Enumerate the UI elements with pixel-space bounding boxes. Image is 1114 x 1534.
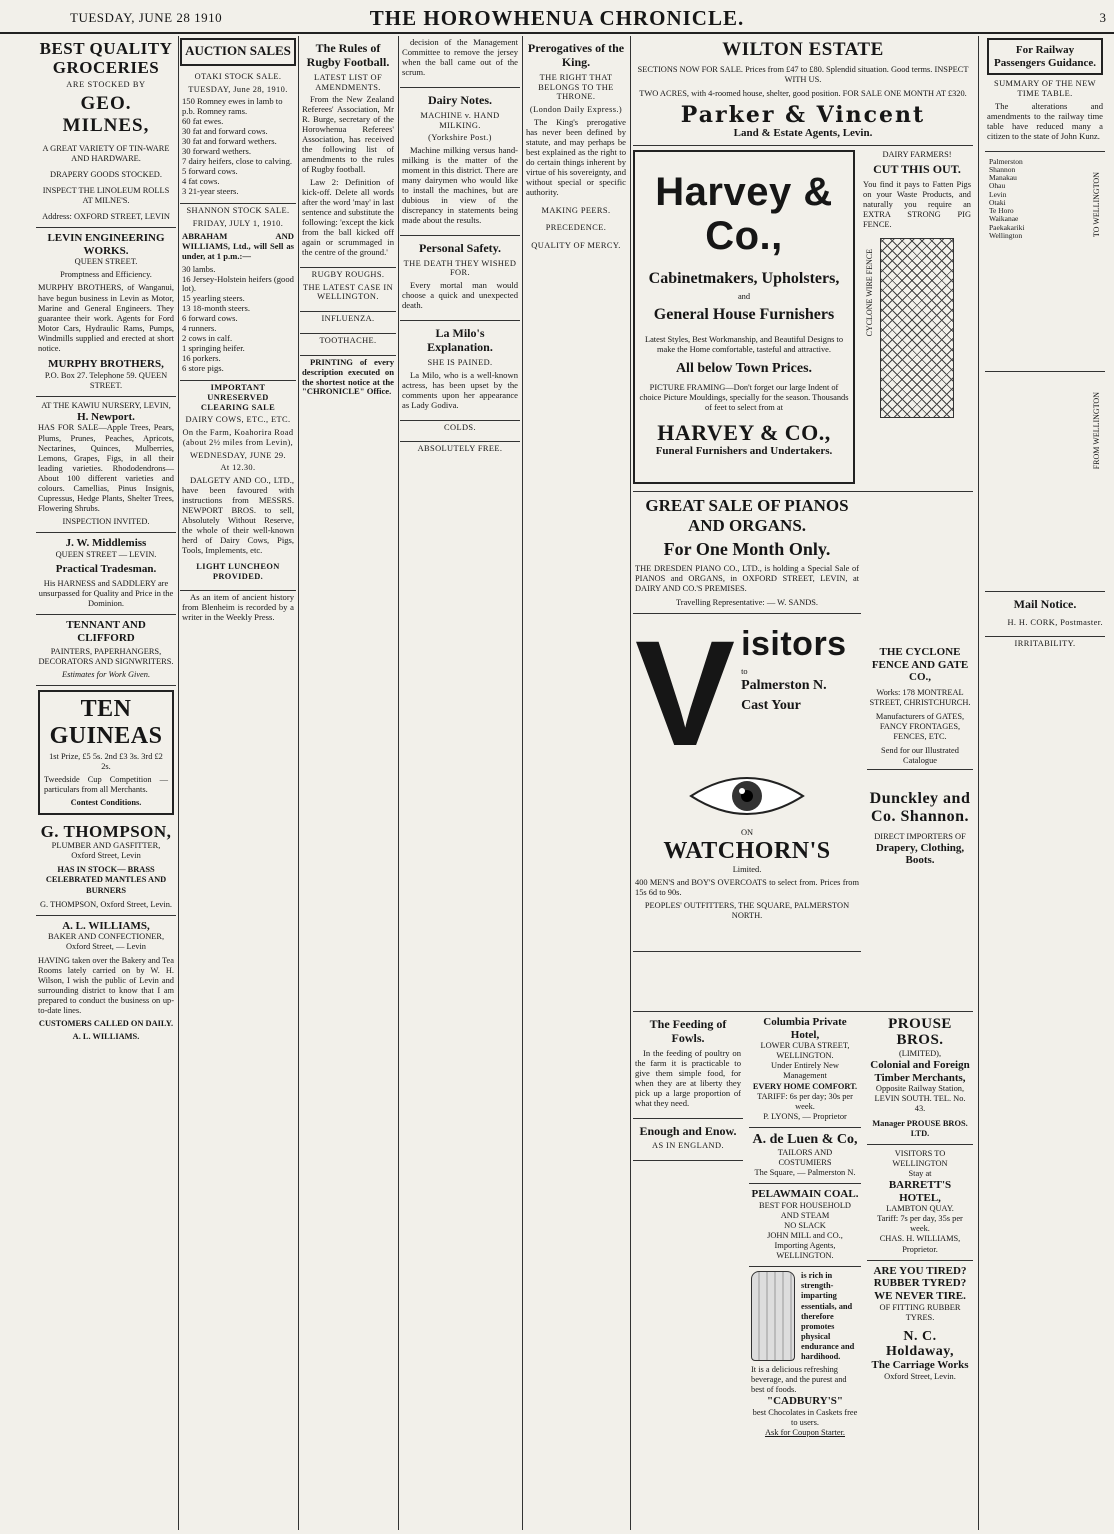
pelawmain-advert xyxy=(749,1184,861,1267)
barretts-prop: CHAS. H. WILLIAMS, Proprietor. xyxy=(879,1234,961,1254)
pelawmain-best: BEST FOR HOUSEHOLD AND STEAM xyxy=(759,1200,851,1220)
railway-body: The alterations and amendments to the railway time table have reduced many a citizen to the state of John Kunz. xyxy=(987,100,1103,141)
station: Otaki xyxy=(989,197,1006,207)
otaki-item: 4 fat cows. xyxy=(182,176,220,187)
tyres-q2: RUBBER TYRED? xyxy=(873,1277,967,1290)
harvey-prices: All below Town Prices. xyxy=(675,360,813,376)
auction-sales-heading: AUCTION SALES xyxy=(185,43,291,58)
prouse-advert xyxy=(867,1012,973,1145)
misc-body: As an item of ancient history from Blenheim is recorded by a writer in the Weekly Press. xyxy=(182,592,294,623)
milnes-name: GEO. MILNES, xyxy=(62,93,150,137)
railway-title-box xyxy=(987,38,1103,75)
thompson-sign: G. THOMPSON, Oxford Street, Levin. xyxy=(40,899,172,909)
pianos-visitors-block xyxy=(633,492,861,952)
tennant-names: TENNANT AND CLIFFORD xyxy=(66,618,146,644)
enough-story xyxy=(633,1119,743,1162)
enough-title: Enough and Enow. xyxy=(639,1123,737,1138)
thompson-name: G. THOMPSON, xyxy=(40,821,172,841)
rugby-body: From the New Zealand Referees' Association, Mr R. Burge, secretary of the Horowhenua Referees' Association, has received the following list of amendments to the rules of Rugby football. xyxy=(302,94,394,175)
clearing-body: DALGETY AND CO., LTD., have been favoured with instructions from MESSRS. NEWPORT BROS. to sell, Absolutely Without Reserve, the whole of their well-known herd of Dairy Cows, Pigs, Tools, Implements, etc. xyxy=(182,475,294,555)
shannon-item: 4 runners. xyxy=(182,323,217,334)
dairy-body: You find it pays to Fatten Pigs on your Waste Products, and naturally you require an EXTRA STRONG PIG FENCE. xyxy=(863,179,971,230)
middlemiss-advert xyxy=(36,533,176,615)
wilton-sections: SECTIONS NOW FOR SALE. Prices from £47 to £80. Splendid situation. Good terms. INSPECT WITH US. xyxy=(637,64,969,84)
harvey-trade-2: General House Furnishers xyxy=(653,306,835,324)
masthead xyxy=(0,0,1114,34)
to-wellington-table xyxy=(985,152,1105,372)
station: Wellington xyxy=(989,230,1023,240)
prouse-trade: Colonial and Foreign Timber Merchants, xyxy=(870,1059,970,1084)
auction-sales-heading-box xyxy=(180,38,296,66)
visitors-advert xyxy=(633,609,861,952)
levin-eng-body: MURPHY BROTHERS, of Wanganui, have begun business in Levin as Motor, Marine and General Engineers. They guarantee their work. Agents for Ford Motor Cars, Hydraulic Rams, Pumps, Windmills supplied and erected at short notice. xyxy=(38,283,174,353)
tennant-trade: PAINTERS, PAPERHANGERS, DECORATORS AND SIGNWRITERS. xyxy=(38,647,174,667)
pianos-sub: For One Month Only. xyxy=(663,539,831,560)
thompson-trade: PLUMBER AND GASFITTER, xyxy=(51,841,161,851)
personal-safety-sub: THE DEATH THEY WISHED FOR. xyxy=(403,258,517,278)
columbia-mgmt: Under Entirely New Management xyxy=(771,1061,839,1081)
irritability-title: IRRITABILITY. xyxy=(1014,639,1076,649)
shannon-item: 1 springing heifer. xyxy=(182,343,245,354)
pianos-visitors-row xyxy=(633,492,973,1012)
visitors-word: isitors xyxy=(741,625,847,664)
continued-story xyxy=(400,36,520,88)
prerogatives-body: The King's prerogative has never been defined by statute, and may perhaps be best explained as the right to do certain things inherent by virtue of his sovereignty, and without special or specific authority. xyxy=(526,116,626,197)
column-4 xyxy=(400,36,520,1530)
shannon-item: 6 forward cows. xyxy=(182,313,238,324)
precedence-head: PRECEDENCE. xyxy=(545,223,607,233)
prouse-ltd: (LIMITED), xyxy=(898,1048,942,1058)
watchorns-body: 400 MEN'S and BOY'S OVERCOATS to select from. Prices from 15s 6d to 90s. xyxy=(635,877,859,897)
nursery-body: HAS FOR SALE—Apple Trees, Pears, Plums, Prunes, Peaches, Apricots, Nectarines, Quinces, Mulberries, Lemons, Grapes, Figs, in all their leading varieties. Rhododendrons—About 100 different varieties and colours. Camellias, Pinus Insignis, Cupressus, Hedge Plants, Shelter Trees, Flowering Shrubs. xyxy=(38,423,174,514)
columbia-tariff: TARIFF: 6s per day; 30s per week. xyxy=(757,1091,853,1111)
cyclone-dunckley-block xyxy=(867,496,973,867)
holdaway-street: Oxford Street, Levin. xyxy=(884,1372,956,1382)
harvey-trade: Cabinetmakers, Upholsters, xyxy=(648,269,840,287)
shannon-item: 15 yearling steers. xyxy=(182,293,245,304)
wilton-acres: TWO ACRES, with 4-roomed house, shelter, good position. FOR SALE ONE MONTH AT £320. xyxy=(639,89,967,99)
column-divider xyxy=(178,36,179,1530)
otaki-item: 3 21-year steers. xyxy=(182,186,239,197)
shannon-date: FRIDAY, JULY 1, 1910. xyxy=(192,218,284,228)
williams-trade: BAKER AND CONFECTIONER, xyxy=(47,932,165,942)
otaki-item: 60 fat ewes. xyxy=(182,116,224,127)
from-wellington-label: FROM WELLINGTON xyxy=(1091,391,1101,469)
shannon-item: 13 18-month steers. xyxy=(182,303,251,314)
visitors-to: to xyxy=(741,667,748,677)
harvey-sign: HARVEY & CO., xyxy=(657,420,831,446)
colds-story xyxy=(400,421,520,443)
personal-safety-body: Every mortal man would choose a quick and unexpected death. xyxy=(402,280,518,311)
printing-body: PRINTING of every description executed on the shortest notice at the "CHRONICLE" Office. xyxy=(302,356,394,397)
parker-agents: Land & Estate Agents, Levin. xyxy=(733,127,873,140)
middlemiss-name: J. W. Middlemiss xyxy=(65,537,147,550)
absolutely-free-story xyxy=(400,442,520,463)
milnes-line1: A GREAT VARIETY OF TIN-WARE AND HARDWARE. xyxy=(42,143,170,163)
column-divider xyxy=(978,36,979,1530)
pianos-rep: Travelling Representative: — W. SANDS. xyxy=(675,597,819,607)
visitors-v: V xyxy=(635,609,736,778)
enough-sub: AS IN ENGLAND. xyxy=(652,1141,724,1151)
visitors-on: ON xyxy=(740,828,754,838)
mail-notice-story xyxy=(985,592,1105,638)
cadbury-choc: best Chocolates in Caskets free to users. xyxy=(752,1407,858,1427)
otaki-title: OTAKI STOCK SALE. xyxy=(194,71,282,81)
station: Palmerston xyxy=(989,156,1023,166)
cadbury-advert xyxy=(749,1267,861,1443)
prouse-column xyxy=(867,1012,973,1387)
otaki-item: 30 fat and forward cows. xyxy=(182,126,268,137)
shannon-item: 6 store pigs. xyxy=(182,363,224,374)
la-milo-sub: SHE IS PAINED. xyxy=(427,357,493,367)
prouse-street: Opposite Railway Station, xyxy=(875,1084,965,1094)
railway-story xyxy=(985,36,1105,152)
clearing-place: On the Farm, Koahorira Road (about 2½ miles from Levin), xyxy=(182,428,294,447)
prerogatives-title: Prerogatives of the King. xyxy=(527,41,625,69)
making-peers-head: MAKING PEERS. xyxy=(541,205,611,215)
otaki-item: 5 forward cows. xyxy=(182,166,238,177)
nursery-advert xyxy=(36,397,176,534)
murphy-contact: P.O. Box 27. Telephone 59. QUEEN STREET. xyxy=(44,370,168,390)
clearing-title: IMPORTANT UNRESERVED CLEARING SALE xyxy=(200,383,276,412)
otaki-item: 30 forward wethers. xyxy=(182,146,251,157)
station: Te Horo xyxy=(989,206,1014,216)
guineas-prizes: 1st Prize, £5 5s. 2nd £3 3s. 3rd £2 2s. xyxy=(49,752,163,772)
harvey-name: Harvey & Co., xyxy=(655,169,833,258)
milnes-address: Address: OXFORD STREET, LEVIN xyxy=(42,211,170,221)
hotel-column xyxy=(749,1012,861,1443)
wilton-estate-advert xyxy=(633,36,973,146)
dairy-notes-sub: MACHINE v. HAND MILKING. xyxy=(420,110,500,130)
rugby-title: The Rules of Rugby Football. xyxy=(306,41,390,69)
otaki-sale xyxy=(180,70,296,204)
milnes-advert xyxy=(36,36,176,228)
barretts-name: BARRETT'S HOTEL, xyxy=(888,1178,952,1204)
cadbury-ask: Ask for Coupon Starter. xyxy=(764,1428,846,1438)
column-5 xyxy=(524,36,628,1530)
fowls-body: In the feeding of poultry on the farm it is practicable to give them simple food, for when they are at liberty they pick up a large proportion of what they need. xyxy=(635,1047,741,1108)
nursery-footer: INSPECTION INVITED. xyxy=(62,517,150,527)
station: Ohau xyxy=(989,181,1006,191)
column-divider xyxy=(522,36,523,1530)
milnes-line3: INSPECT THE LINOLEUM ROLLS AT MILNE'S. xyxy=(42,185,170,205)
harvey-and: and xyxy=(737,292,751,302)
tennant-estimates: Estimates for Work Given. xyxy=(61,670,151,680)
dunckley-name: Dunckley and Co. Shannon. xyxy=(869,790,971,826)
fence-illustration xyxy=(865,238,954,418)
middlemiss-body: His HARNESS and SADDLERY are unsurpassed for Quality and Price in the Dominion. xyxy=(38,578,174,608)
clearing-sale xyxy=(180,381,296,591)
barretts-tariff: Tariff: 7s per day, 35s per week. xyxy=(877,1214,963,1234)
continued-body: decision of the Management Committee to remove the jersey when the ball came out of the scrum. xyxy=(402,37,518,77)
otaki-date: TUESDAY, June 28, 1910. xyxy=(188,84,288,94)
dunckley-goods: Drapery, Clothing, Boots. xyxy=(875,841,965,867)
station: Levin xyxy=(989,189,1007,199)
personal-safety-story xyxy=(400,236,520,321)
railway-summary: SUMMARY OF THE NEW TIME TABLE. xyxy=(994,79,1096,99)
railway-title: For Railway Passengers Guidance. xyxy=(993,44,1097,69)
williams-name: A. L. WILLIAMS, xyxy=(62,919,150,932)
otaki-item: 150 Romney ewes in lamb to p.b. Romney rams. xyxy=(182,96,283,117)
de-luen-name: A. de Luen & Co, xyxy=(752,1131,858,1147)
columbia-name: Columbia Private Hotel, xyxy=(763,1015,847,1041)
absolutely-free-title: ABSOLUTELY FREE. xyxy=(417,444,503,454)
pianos-title: GREAT SALE OF PIANOS AND ORGANS. xyxy=(645,495,849,535)
dairy-cut: CUT THIS OUT. xyxy=(873,162,961,177)
cyclone-works: Works: 178 MONTREAL STREET, CHRISTCHURCH. xyxy=(869,687,971,707)
shannon-sale xyxy=(180,204,296,381)
clearing-of: DAIRY COWS, ETC., ETC. xyxy=(185,415,291,425)
cadbury-body: is rich in strength-imparting essentials, and therefore promotes physical endurance and hardihood. xyxy=(801,1271,855,1361)
column-3 xyxy=(300,36,396,1530)
barretts-intro: VISITORS TO WELLINGTON xyxy=(892,1148,948,1168)
milnes-stocked: ARE STOCKED BY xyxy=(66,80,146,90)
issue-date: TUESDAY, JUNE 28 1910 xyxy=(70,10,223,25)
de-luen-advert xyxy=(749,1128,861,1184)
dairy-notes-title: Dairy Notes. xyxy=(428,92,492,107)
dairy-notes-story xyxy=(400,88,520,236)
rugby-subtitle: LATEST LIST OF AMENDMENTS. xyxy=(313,72,383,92)
otaki-item: 7 dairy heifers, close to calving. xyxy=(182,156,293,167)
fowls-story xyxy=(633,1012,743,1119)
holdaway-works: The Carriage Works xyxy=(871,1359,969,1372)
column-divider xyxy=(630,36,631,1530)
rugby-story xyxy=(300,36,396,268)
tyres-fit: OF FITTING RUBBER TYRES. xyxy=(879,1302,961,1322)
shannon-item: 2 cows in calf. xyxy=(182,333,233,344)
guineas-title: TEN GUINEAS xyxy=(49,696,163,749)
la-milo-body: La Milo, who is a well-known actress, has been upset by the comments upon her appearance as Lady Godiva. xyxy=(402,369,518,410)
thompson-stock: HAS IN STOCK— BRASS CELEBRATED MANTLES AND BURNERS xyxy=(45,865,167,895)
personal-safety-title: Personal Safety. xyxy=(419,240,501,255)
lower-adverts-row xyxy=(633,1012,973,1472)
cyclone-makers: Manufacturers of GATES, FANCY FRONTAGES, FENCES, ETC. xyxy=(875,712,965,742)
barretts-advert xyxy=(867,1145,973,1261)
shannon-item: 30 lambs. xyxy=(182,263,216,274)
rugby-roughs-title: RUGBY ROUGHS. xyxy=(311,269,385,279)
dunckley-direct: DIRECT IMPORTERS OF xyxy=(874,831,966,841)
levin-eng-street: QUEEN STREET. xyxy=(74,257,138,267)
cyclone-name: THE CYCLONE FENCE AND GATE CO., xyxy=(871,645,969,684)
clearing-time: At 12.30. xyxy=(220,463,256,473)
quality-of-mercy-head: QUALITY OF MERCY. xyxy=(531,241,621,251)
thompson-street: Oxford Street, Levin xyxy=(71,851,141,861)
thompson-advert xyxy=(36,819,176,916)
barretts-street: LAMBTON QUAY. xyxy=(886,1204,954,1214)
parker-vincent: Parker & Vincent xyxy=(680,102,926,129)
de-luen-trade: TAILORS AND COSTUMIERS xyxy=(777,1147,833,1168)
milnes-headline: BEST QUALITY GROCERIES xyxy=(39,39,173,77)
pelawmain-slack: NO SLACK xyxy=(784,1220,826,1230)
levin-eng-title: LEVIN ENGINEERING WORKS. xyxy=(47,231,165,257)
milnes-line2: DRAPERY GOODS STOCKED. xyxy=(50,169,162,179)
to-wellington-label: TO WELLINGTON xyxy=(1091,171,1101,237)
murphy-name: MURPHY BROTHERS, xyxy=(48,357,164,370)
dairy-heading: DAIRY FARMERS! xyxy=(882,149,952,159)
dairy-notes-body: Machine milking versus hand-milking is the matter of the moment in this district. There are many dairymen who would like to install the machines, but are dubious in view of the discrepancy in statements being made about the results. xyxy=(402,145,518,225)
prerogatives-sub: THE RIGHT THAT BELONGS TO THE THRONE. xyxy=(538,72,614,102)
printing-notice xyxy=(300,356,396,407)
clearing-date: WEDNESDAY, JUNE 29. xyxy=(189,450,286,460)
rugby-roughs-story xyxy=(300,268,396,312)
pelawmain-name: PELAWMAIN COAL. xyxy=(751,1188,859,1201)
columbia-prop: P. LYONS, — Proprietor xyxy=(763,1111,847,1121)
cadbury-name: "CADBURY'S" xyxy=(766,1395,843,1408)
influenza-title: INFLUENZA. xyxy=(321,314,375,324)
williams-sign: A. L. WILLIAMS. xyxy=(72,1032,140,1042)
toothache-title: TOOTHACHE. xyxy=(319,335,377,345)
from-wellington-table xyxy=(985,372,1105,592)
toothache-story xyxy=(300,334,396,356)
middlemiss-tag: Practical Tradesman. xyxy=(55,562,157,575)
misc-story xyxy=(180,591,296,632)
cadbury-delicious: It is a delicious refreshing beverage, and the purest and best of foods. xyxy=(751,1365,847,1395)
williams-body: HAVING taken over the Bakery and Tea Rooms lately carried on by W. H. Wilson, I wish the public of Levin and surrounding district to know that I am prepared to conduct the business on up-to-date lines. xyxy=(38,955,174,1015)
visitors-place: Palmerston N. xyxy=(741,677,827,693)
nursery-intro: AT THE KAWIU NURSERY, LEVIN, xyxy=(41,400,171,410)
harvey-advert xyxy=(633,150,855,484)
station: Shannon xyxy=(989,164,1016,174)
guineas-conditions: Contest Conditions. xyxy=(70,798,142,808)
watchorns-name: WATCHORN'S xyxy=(663,838,831,865)
holdaway-name: N. C. Holdaway, xyxy=(886,1328,954,1360)
colds-title: COLDS. xyxy=(444,422,476,432)
shannon-intro: ABRAHAM AND WILLIAMS, Ltd., will Sell as under, at 1 p.m.:— xyxy=(182,230,294,261)
holdaway-advert xyxy=(867,1261,973,1388)
postmaster-sign: H. H. CORK, Postmaster. xyxy=(1007,617,1103,627)
williams-customers: CUSTOMERS CALLED ON DAILY. xyxy=(38,1018,174,1028)
columbia-street: LOWER CUBA STREET, WELLINGTON. xyxy=(760,1041,850,1061)
harvey-framing: PICTURE FRAMING—Don't forget our large Indent of choice Picture Mouldings, specially for the season. Thousands of feet to select from at xyxy=(639,383,849,413)
rugby-roughs-sub: THE LATEST CASE IN WELLINGTON. xyxy=(302,282,394,302)
influenza-story xyxy=(300,312,396,334)
prouse-town: LEVIN SOUTH. TEL. No. 43. xyxy=(874,1094,966,1114)
columbia-comfort: EVERY HOME COMFORT. xyxy=(752,1081,858,1091)
watchorns-sign: PEOPLES' OUTFITTERS, THE SQUARE, PALMERSTON NORTH. xyxy=(644,900,850,920)
fence-side-label: CYCLONE WIRE FENCE xyxy=(865,249,874,337)
shannon-title: SHANNON STOCK SALE. xyxy=(186,206,290,216)
newspaper-title: THE HOROWHENUA CHRONICLE. xyxy=(369,6,745,30)
otaki-list xyxy=(182,97,294,197)
shannon-list xyxy=(182,265,294,375)
de-luen-street: The Square, — Palmerston N. xyxy=(754,1168,856,1178)
dairy-notes-source: (Yorkshire Post.) xyxy=(428,133,492,143)
prerogatives-source: (London Daily Express.) xyxy=(529,105,623,115)
shannon-item: 16 porkers. xyxy=(182,353,221,364)
williams-advert xyxy=(36,916,176,1047)
otaki-item: 30 fat and forward wethers. xyxy=(182,136,277,147)
fowls-column xyxy=(633,1012,743,1161)
tyres-answer: WE NEVER TIRE. xyxy=(874,1289,966,1302)
middlemiss-street: QUEEN STREET — LEVIN. xyxy=(55,549,157,559)
la-milo-story xyxy=(400,321,520,420)
rugby-body-2: Law 2: Definition of kick-off. Delete all words after the word 'may' in last sentence and substitute the following: 'except the kick from the ball kicked off again or scrummaged in the centre of the ground.' xyxy=(302,177,394,257)
irritability-story xyxy=(985,637,1105,658)
tennant-advert xyxy=(36,615,176,687)
levin-eng-tag: Promptness and Efficiency. xyxy=(60,270,152,280)
columbia-advert xyxy=(749,1012,861,1128)
station: Paekakariki xyxy=(989,222,1025,232)
column-7 xyxy=(985,36,1105,1530)
station: Waikanae xyxy=(989,214,1019,224)
page-number: 3 xyxy=(1099,10,1106,25)
harvey-designs: Latest Styles, Best Workmanship, and Beautiful Designs to make the Home comfortable, tasteful and attractive. xyxy=(644,334,844,354)
pelawmain-agent: JOHN MILL and CO., Importing Agents, WELLINGTON. xyxy=(767,1231,843,1261)
barretts-stay: Stay at xyxy=(908,1168,932,1178)
wilton-title: WILTON ESTATE xyxy=(722,39,884,60)
tyres-q1: ARE YOU TIRED? xyxy=(873,1264,967,1277)
pianos-body: THE DRESDEN PIANO CO., LTD., is holding a Special Sale of PIANOS and ORGANS, in OXFORD STREET, LEVIN, at DAIRY AND CO.'S PREMISES. xyxy=(635,563,859,593)
column-divider xyxy=(398,36,399,1530)
la-milo-title: La Milo's Explanation. xyxy=(427,326,493,354)
nursery-name: H. Newport. xyxy=(77,410,135,423)
levin-engineering-advert xyxy=(36,228,176,397)
column-6 xyxy=(633,36,973,1530)
divider xyxy=(867,769,973,770)
station-list xyxy=(989,158,1024,241)
prerogatives-story xyxy=(524,36,628,260)
cocoa-tin-illustration xyxy=(751,1271,795,1361)
pianos-advert xyxy=(633,492,861,614)
column-divider xyxy=(298,36,299,1530)
dairy-farmers-advert xyxy=(863,150,971,484)
visitors-cast: Cast Your xyxy=(741,697,801,713)
shannon-item: 16 Jersey-Holstein heifers (good lot). xyxy=(182,273,294,294)
prouse-name: PROUSE BROS. xyxy=(888,1015,952,1049)
harvey-funeral: Funeral Furnishers and Undertakers. xyxy=(655,445,833,458)
prouse-mgr: Manager PROUSE BROS. LTD. xyxy=(872,1118,968,1138)
ten-guineas-advert xyxy=(38,690,174,814)
station: Manakau xyxy=(989,173,1017,183)
harvey-dairy-row xyxy=(633,146,973,492)
luncheon-note: LIGHT LUNCHEON PROVIDED. xyxy=(196,561,280,581)
mail-notice-title: Mail Notice. xyxy=(1013,596,1077,611)
column-1 xyxy=(36,36,176,1530)
guineas-body: Tweedside Cup Competition — particulars from all Merchants. xyxy=(44,775,168,795)
masthead-rule xyxy=(0,32,1114,34)
column-2 xyxy=(180,36,296,1530)
fowls-title: The Feeding of Fowls. xyxy=(649,1016,727,1045)
watchorns-limited: Limited. xyxy=(732,864,762,874)
cyclone-catalogue: Send for our Illustrated Catalogue xyxy=(881,746,959,766)
williams-street: Oxford Street, — Levin xyxy=(65,942,146,952)
